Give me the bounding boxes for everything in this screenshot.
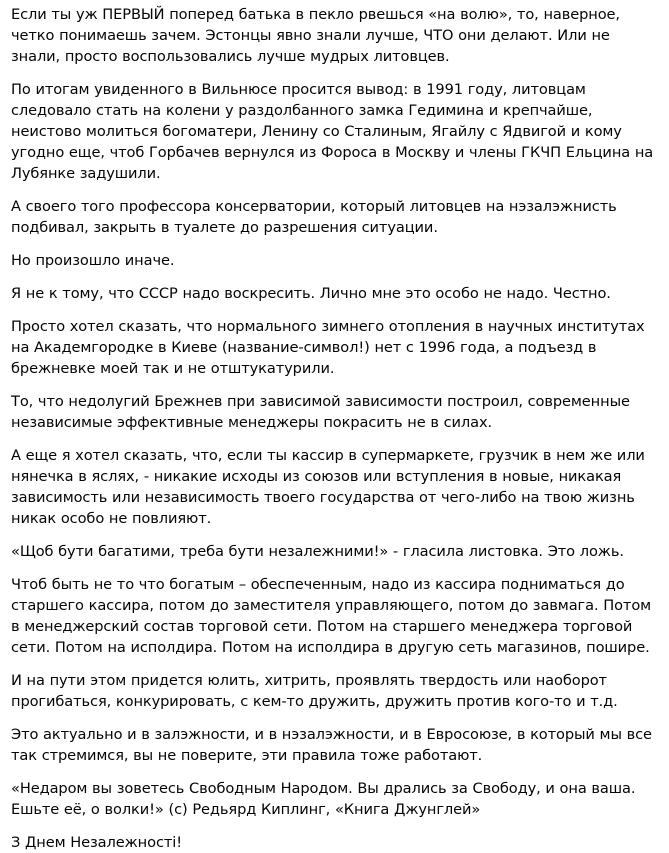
post-paragraph: Я не к тому, что СССР надо воскресить. Лично мне это особо не надо. Честно. bbox=[11, 285, 611, 302]
post-paragraph: Если ты уж ПЕРВЫЙ поперед батька в пекло рвешься «на волю», то, наверное, четко понимаешь зачем. Эстонцы явно знали лучше, ЧТО они делают. Или не знали, просто воспользовались лучше мудрых литовцев. bbox=[11, 6, 620, 65]
post-paragraph: По итогам увиденного в Вильнюсе просится вывод: в 1991 году, литовцам следовало стать на колени у раздолбанного замка Гедимина и крепчайше, неистово молиться богоматери, Ленину со Сталиным, Ягайлу с Ядвигой и кому угодно еще, чтоб Горбачев вернулся из Фороса в Москву и члены ГКЧП Ельцина на Лубянке задушили. bbox=[11, 81, 654, 182]
post-paragraph: Просто хотел сказать, что нормального зимнего отопления в научных институтах на Академгородке в Киеве (название-символ!) нет с 1996 года, а подъезд в брежневке моей так и не отштукатурили. bbox=[11, 318, 645, 377]
post-paragraph: И на пути этом придется юлить, хитрить, проявлять твердость или наоборот прогибаться, конкурировать, с кем-то дружить, дружить против кого-то и т.д. bbox=[11, 672, 618, 710]
post-paragraph: «Недаром вы зоветесь Свободным Народом. Вы дрались за Свободу, и она ваша. Ешьте её, о волки!» (с) Редьярд Киплинг, «Книга Джунглей» bbox=[11, 780, 636, 818]
post-paragraph: Но произошло иначе. bbox=[11, 252, 175, 269]
post-paragraph: Чтоб быть не то что богатым – обеспеченным, надо из кассира подниматься до старшего кассира, потом до заместителя управляющего, потом до завмага. Потом в менеджерский состав торговой сети. Потом на старшего менеджера торговой сети. Потом на исполдира. Потом на исполдира в другую сеть магазинов, пошире. bbox=[11, 576, 652, 656]
post-paragraph: «Щоб бути багатими, треба бути незалежними!» - гласила листовка. Это ложь. bbox=[11, 543, 624, 560]
post-paragraph: Это актуально и в залэжности, и в нэзалэжности, и в Евросоюзе, в который мы все так стремимся, вы не поверите, эти правила тоже работают. bbox=[11, 726, 652, 764]
post-paragraph: А еще я хотел сказать, что, если ты кассир в супермаркете, грузчик в нем же или нянечка в яслях, - никакие исходы из союзов или вступления в новые, никакая зависимость или независимость твоего государства от чего-либо на твою жизнь никак особо не повлияют. bbox=[11, 447, 645, 527]
post-paragraph: А своего того профессора консерватории, который литовцев на нэзалэжнисть подбивал, закрыть в туалете до разрешения ситуации. bbox=[11, 198, 617, 236]
post-paragraph: З Днем Незалежності! bbox=[11, 834, 182, 851]
post-paragraph: То, что недолугий Брежнев при зависимой зависимости построил, современные независимые эффективные менеджеры покрасить не в силах. bbox=[11, 393, 630, 431]
